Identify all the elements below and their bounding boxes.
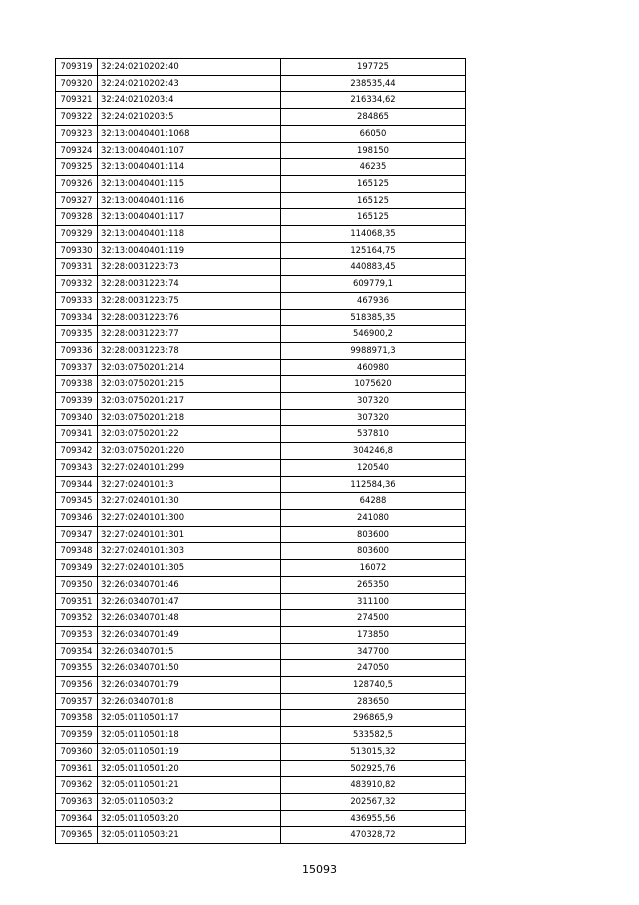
cadastral-number-cell: 32:26:0340701:48 — [98, 610, 281, 627]
cadastral-number-cell: 32:05:0110501:20 — [98, 760, 281, 777]
cadastral-number-cell: 32:26:0340701:46 — [98, 576, 281, 593]
value-cell: 114068,35 — [281, 226, 466, 243]
table-row — [56, 125, 466, 142]
value-cell: 284865 — [281, 109, 466, 126]
table-row — [56, 543, 466, 560]
table-row — [56, 476, 466, 493]
table-row — [56, 443, 466, 460]
row-id-cell: 709349 — [56, 560, 98, 577]
cadastral-number-cell: 32:27:0240101:30 — [98, 493, 281, 510]
cadastral-number-cell: 32:26:0340701:8 — [98, 693, 281, 710]
table-row — [56, 326, 466, 343]
cadastral-number-cell: 32:03:0750201:218 — [98, 409, 281, 426]
row-id-cell: 709346 — [56, 509, 98, 526]
cadastral-number-cell: 32:13:0040401:118 — [98, 226, 281, 243]
row-id-cell: 709324 — [56, 142, 98, 159]
table-row — [56, 92, 466, 109]
table-row — [56, 677, 466, 694]
table-row — [56, 75, 466, 92]
row-id-cell: 709335 — [56, 326, 98, 343]
table-row — [56, 242, 466, 259]
value-cell: 467936 — [281, 292, 466, 309]
cadastral-number-cell: 32:13:0040401:115 — [98, 175, 281, 192]
value-cell: 436955,56 — [281, 810, 466, 827]
row-id-cell: 709338 — [56, 376, 98, 393]
table-row — [56, 576, 466, 593]
table-row — [56, 643, 466, 660]
row-id-cell: 709319 — [56, 59, 98, 76]
value-cell: 241080 — [281, 509, 466, 526]
row-id-cell: 709321 — [56, 92, 98, 109]
row-id-cell: 709352 — [56, 610, 98, 627]
value-cell: 440883,45 — [281, 259, 466, 276]
table-row — [56, 342, 466, 359]
table-row — [56, 777, 466, 794]
cadastral-number-cell: 32:27:0240101:3 — [98, 476, 281, 493]
value-cell: 1075620 — [281, 376, 466, 393]
value-cell: 518385,35 — [281, 309, 466, 326]
row-id-cell: 709323 — [56, 125, 98, 142]
row-id-cell: 709345 — [56, 493, 98, 510]
value-cell: 238535,44 — [281, 75, 466, 92]
cadastral-number-cell: 32:03:0750201:220 — [98, 443, 281, 460]
table-row — [56, 59, 466, 76]
value-cell: 483910,82 — [281, 777, 466, 794]
cadastral-number-cell: 32:13:0040401:116 — [98, 192, 281, 209]
value-cell: 307320 — [281, 393, 466, 410]
cadastral-number-cell: 32:13:0040401:1068 — [98, 125, 281, 142]
table-row — [56, 626, 466, 643]
cadastral-number-cell: 32:05:0110503:20 — [98, 810, 281, 827]
value-cell: 274500 — [281, 610, 466, 627]
row-id-cell: 709344 — [56, 476, 98, 493]
table-row — [56, 693, 466, 710]
cadastral-number-cell: 32:27:0240101:303 — [98, 543, 281, 560]
table-row — [56, 459, 466, 476]
row-id-cell: 709343 — [56, 459, 98, 476]
row-id-cell: 709348 — [56, 543, 98, 560]
row-id-cell: 709328 — [56, 209, 98, 226]
value-cell: 502925,76 — [281, 760, 466, 777]
table-row — [56, 610, 466, 627]
row-id-cell: 709363 — [56, 793, 98, 810]
table-row — [56, 727, 466, 744]
row-id-cell: 709365 — [56, 827, 98, 844]
cadastral-number-cell: 32:05:0110503:21 — [98, 827, 281, 844]
table-row — [56, 192, 466, 209]
row-id-cell: 709358 — [56, 710, 98, 727]
value-cell: 296865,9 — [281, 710, 466, 727]
value-cell: 128740,5 — [281, 677, 466, 694]
table-row — [56, 810, 466, 827]
cadastral-number-cell: 32:27:0240101:301 — [98, 526, 281, 543]
cadastral-number-cell: 32:24:0210203:4 — [98, 92, 281, 109]
table-row — [56, 159, 466, 176]
table-row — [56, 660, 466, 677]
table-row — [56, 175, 466, 192]
row-id-cell: 709350 — [56, 576, 98, 593]
cadastral-number-cell: 32:03:0750201:215 — [98, 376, 281, 393]
table-body — [56, 59, 466, 844]
table-row — [56, 409, 466, 426]
cadastral-number-cell: 32:24:0210202:43 — [98, 75, 281, 92]
row-id-cell: 709347 — [56, 526, 98, 543]
value-cell: 347700 — [281, 643, 466, 660]
value-cell: 533582,5 — [281, 727, 466, 744]
cadastral-number-cell: 32:27:0240101:305 — [98, 560, 281, 577]
table-row — [56, 593, 466, 610]
cadastral-number-cell: 32:27:0240101:299 — [98, 459, 281, 476]
table-row — [56, 226, 466, 243]
row-id-cell: 709322 — [56, 109, 98, 126]
row-id-cell: 709355 — [56, 660, 98, 677]
value-cell: 460980 — [281, 359, 466, 376]
value-cell: 247050 — [281, 660, 466, 677]
value-cell: 16072 — [281, 560, 466, 577]
cadastral-number-cell: 32:03:0750201:22 — [98, 426, 281, 443]
cadastral-number-cell: 32:28:0031223:77 — [98, 326, 281, 343]
value-cell: 513015,32 — [281, 743, 466, 760]
row-id-cell: 709359 — [56, 727, 98, 744]
value-cell: 165125 — [281, 192, 466, 209]
row-id-cell: 709339 — [56, 393, 98, 410]
value-cell: 307320 — [281, 409, 466, 426]
cadastral-number-cell: 32:13:0040401:107 — [98, 142, 281, 159]
cadastral-number-cell: 32:13:0040401:119 — [98, 242, 281, 259]
table-row — [56, 426, 466, 443]
cadastral-number-cell: 32:05:0110503:2 — [98, 793, 281, 810]
table-row — [56, 509, 466, 526]
table-row — [56, 827, 466, 844]
table-row — [56, 359, 466, 376]
value-cell: 165125 — [281, 175, 466, 192]
row-id-cell: 709334 — [56, 309, 98, 326]
value-cell: 46235 — [281, 159, 466, 176]
cadastral-number-cell: 32:05:0110501:21 — [98, 777, 281, 794]
cadastral-number-cell: 32:28:0031223:74 — [98, 276, 281, 293]
cadastral-number-cell: 32:03:0750201:217 — [98, 393, 281, 410]
table-row — [56, 760, 466, 777]
row-id-cell: 709341 — [56, 426, 98, 443]
row-id-cell: 709337 — [56, 359, 98, 376]
value-cell: 9988971,3 — [281, 342, 466, 359]
value-cell: 546900,2 — [281, 326, 466, 343]
row-id-cell: 709340 — [56, 409, 98, 426]
cadastral-number-cell: 32:24:0210203:5 — [98, 109, 281, 126]
value-cell: 304246,8 — [281, 443, 466, 460]
row-id-cell: 709364 — [56, 810, 98, 827]
page-number: 15093 — [302, 863, 337, 876]
table-row — [56, 393, 466, 410]
row-id-cell: 709332 — [56, 276, 98, 293]
cadastral-number-cell: 32:28:0031223:73 — [98, 259, 281, 276]
row-id-cell: 709361 — [56, 760, 98, 777]
value-cell: 470328,72 — [281, 827, 466, 844]
row-id-cell: 709329 — [56, 226, 98, 243]
table-row — [56, 292, 466, 309]
value-cell: 66050 — [281, 125, 466, 142]
value-cell: 198150 — [281, 142, 466, 159]
row-id-cell: 709356 — [56, 677, 98, 694]
table-row — [56, 259, 466, 276]
table-row — [56, 560, 466, 577]
row-id-cell: 709353 — [56, 626, 98, 643]
table-row — [56, 309, 466, 326]
table-row — [56, 276, 466, 293]
cadastral-number-cell: 32:27:0240101:300 — [98, 509, 281, 526]
value-cell: 197725 — [281, 59, 466, 76]
value-cell: 202567,32 — [281, 793, 466, 810]
value-cell: 112584,36 — [281, 476, 466, 493]
row-id-cell: 709336 — [56, 342, 98, 359]
cadastral-number-cell: 32:26:0340701:50 — [98, 660, 281, 677]
value-cell: 609779,1 — [281, 276, 466, 293]
cadastral-number-cell: 32:05:0110501:18 — [98, 727, 281, 744]
row-id-cell: 709360 — [56, 743, 98, 760]
cadastral-number-cell: 32:26:0340701:47 — [98, 593, 281, 610]
cadastral-number-cell: 32:28:0031223:76 — [98, 309, 281, 326]
value-cell: 125164,75 — [281, 242, 466, 259]
row-id-cell: 709357 — [56, 693, 98, 710]
row-id-cell: 709320 — [56, 75, 98, 92]
row-id-cell: 709331 — [56, 259, 98, 276]
value-cell: 803600 — [281, 526, 466, 543]
row-id-cell: 709351 — [56, 593, 98, 610]
cadastral-number-cell: 32:28:0031223:75 — [98, 292, 281, 309]
row-id-cell: 709325 — [56, 159, 98, 176]
row-id-cell: 709326 — [56, 175, 98, 192]
row-id-cell: 709333 — [56, 292, 98, 309]
value-cell: 283650 — [281, 693, 466, 710]
table-row — [56, 710, 466, 727]
cadastral-number-cell: 32:05:0110501:17 — [98, 710, 281, 727]
cadastral-number-cell: 32:26:0340701:79 — [98, 677, 281, 694]
value-cell: 165125 — [281, 209, 466, 226]
table-row — [56, 109, 466, 126]
row-id-cell: 709354 — [56, 643, 98, 660]
row-id-cell: 709327 — [56, 192, 98, 209]
cadastral-number-cell: 32:13:0040401:114 — [98, 159, 281, 176]
value-cell: 537810 — [281, 426, 466, 443]
value-cell: 120540 — [281, 459, 466, 476]
cadastral-number-cell: 32:24:0210202:40 — [98, 59, 281, 76]
table-row — [56, 743, 466, 760]
value-cell: 216334,62 — [281, 92, 466, 109]
table-row — [56, 376, 466, 393]
cadastral-number-cell: 32:13:0040401:117 — [98, 209, 281, 226]
table-row — [56, 793, 466, 810]
table-row — [56, 209, 466, 226]
value-cell: 265350 — [281, 576, 466, 593]
table-row — [56, 493, 466, 510]
cadastral-number-cell: 32:03:0750201:214 — [98, 359, 281, 376]
cadastral-number-cell: 32:28:0031223:78 — [98, 342, 281, 359]
cadastral-number-cell: 32:05:0110501:19 — [98, 743, 281, 760]
table-row — [56, 142, 466, 159]
cadastral-number-cell: 32:26:0340701:5 — [98, 643, 281, 660]
cadastral-value-table — [55, 58, 466, 844]
value-cell: 173850 — [281, 626, 466, 643]
table-row — [56, 526, 466, 543]
value-cell: 803600 — [281, 543, 466, 560]
cadastral-number-cell: 32:26:0340701:49 — [98, 626, 281, 643]
value-cell: 311100 — [281, 593, 466, 610]
row-id-cell: 709362 — [56, 777, 98, 794]
value-cell: 64288 — [281, 493, 466, 510]
row-id-cell: 709342 — [56, 443, 98, 460]
row-id-cell: 709330 — [56, 242, 98, 259]
